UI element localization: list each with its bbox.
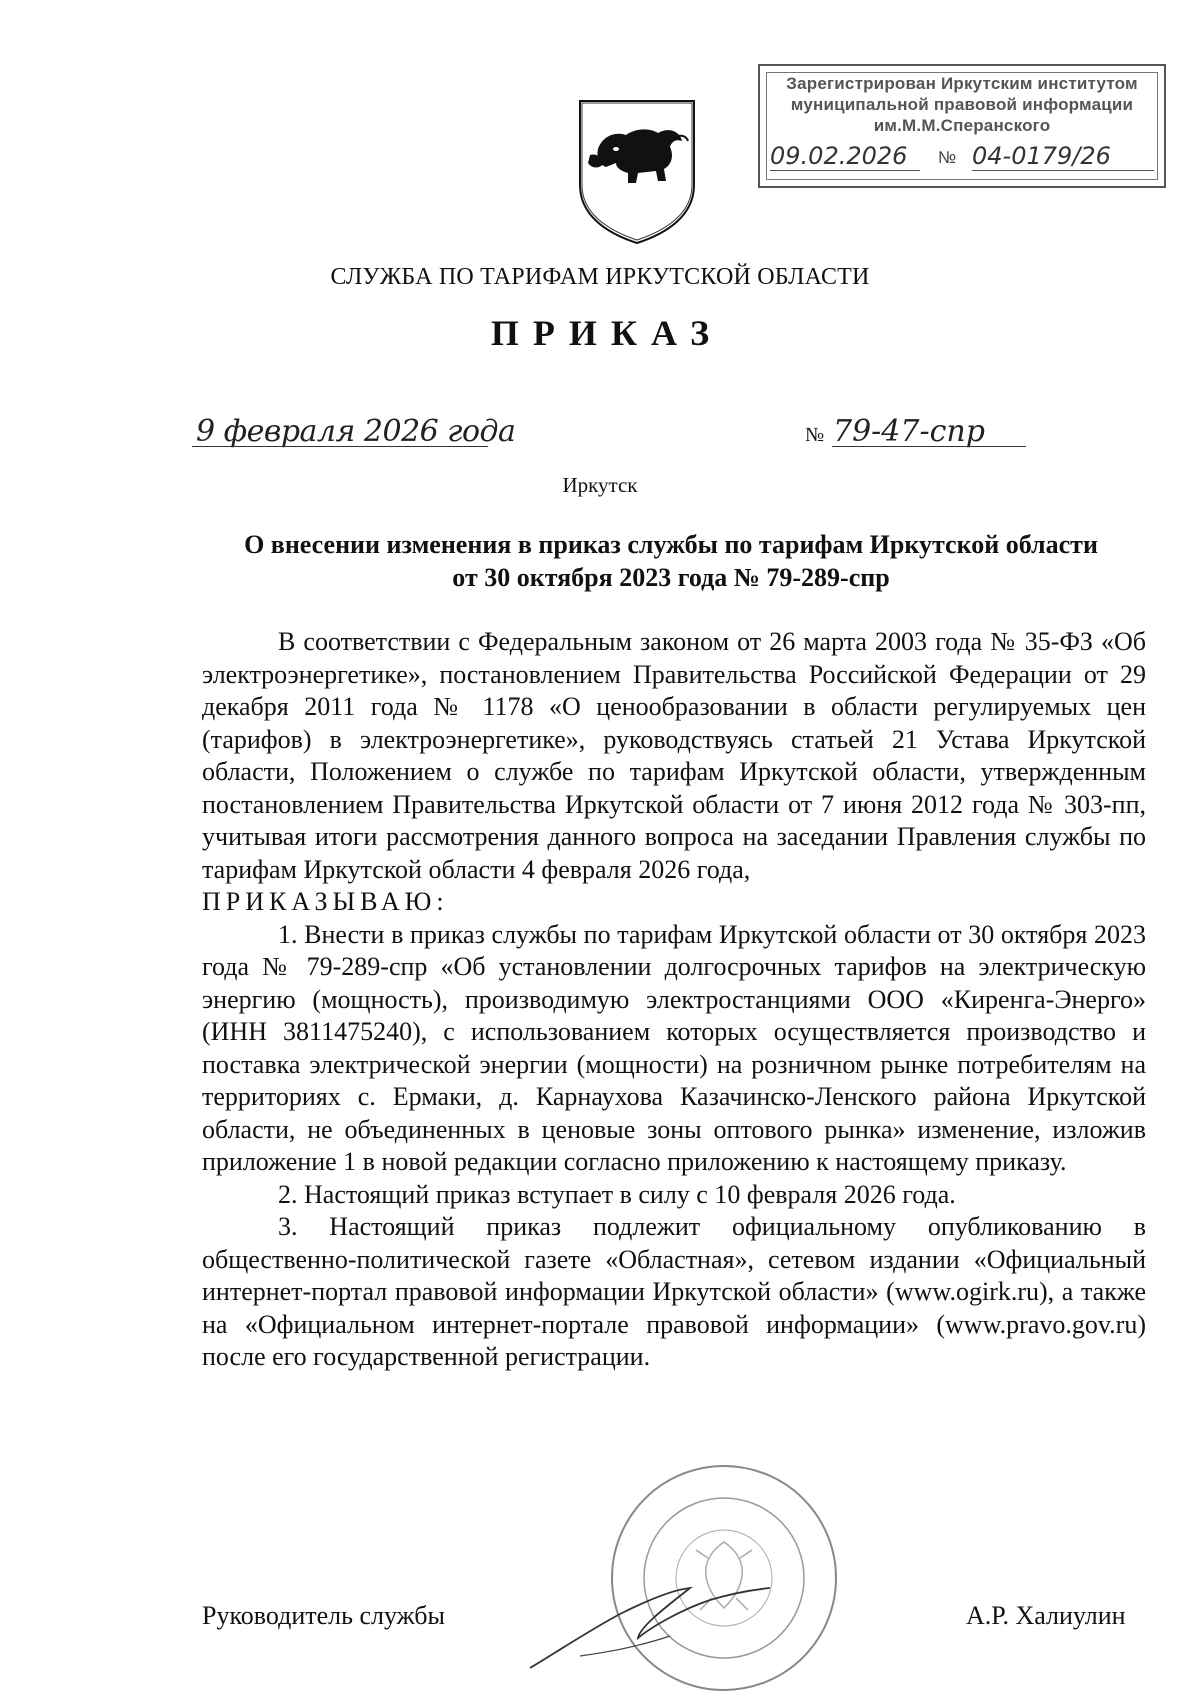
order-heading-line1: О внесении изменения в приказ службы по тарифам Иркутской области <box>244 530 1098 559</box>
order-number-underline <box>832 446 1026 447</box>
coat-of-arms-icon <box>576 97 698 245</box>
registration-number: 04-0179/26 <box>972 142 1154 171</box>
order-body <box>202 626 1146 1374</box>
registration-stamp-line3: им.М.М.Сперанского <box>873 116 1051 135</box>
order-heading <box>196 528 1146 594</box>
registration-date: 09.02.2026 <box>770 142 920 171</box>
order-date-underline <box>192 446 488 447</box>
signatory-role: Руководитель службы <box>202 1601 445 1630</box>
registration-stamp-line1: Зарегистрирован Иркутским институтом <box>786 74 1138 93</box>
order-item-3: 3. Настоящий приказ подлежит официальному опубликованию в общественно-политической газете «Областная», сетевом издании «Официальный интернет-портал правовой информации Иркутской области» (www.ogirk.ru), а также на «Официальном интернет-портале правовой информации» (www.pravo.gov.ru) после его государственной регистрации. <box>202 1212 1146 1371</box>
order-date-handwritten: 9 февраля 2026 года <box>196 414 516 449</box>
signatory-name: А.Р. Халиулин <box>966 1601 1126 1630</box>
registration-number-sign: № <box>938 148 957 167</box>
order-item-2: 2. Настоящий приказ вступает в силу с 10 февраля 2026 года. <box>278 1179 956 1209</box>
agency-name: СЛУЖБА ПО ТАРИФАМ ИРКУТСКОЙ ОБЛАСТИ <box>330 264 870 290</box>
document-type-title: ПРИКАЗ <box>490 313 724 353</box>
order-word: ПРИКАЗЫВАЮ: <box>202 887 449 916</box>
registration-stamp <box>758 64 1166 188</box>
order-number-label: № <box>805 424 825 446</box>
order-item-1: 1. Внести в приказ службы по тарифам Иркутской области от 30 октября 2023 года № 79-289-спр «Об установлении долгосрочных тарифов на электрическую энергию (мощность), производимую электростанциями ООО «Киренга-Энерго» (ИНН 3811475240), с использованием которых осуществляется производство и поставка электрической энергии (мощности) на розничном рынке потребителям на территориях с. Ермаки, д. Карнаухова Казачинско-Ленского района Иркутской области, не объединенных в ценовые зоны оптового рынка» изменение, изложив приложение 1 в новой редакции согласно приложению к настоящему приказу. <box>202 919 1146 1176</box>
city-name: Иркутск <box>562 473 638 497</box>
order-number-handwritten: 79-47-спр <box>833 414 985 449</box>
preamble-paragraph: В соответствии с Федеральным законом от 26 марта 2003 года № 35-ФЗ «Об электроэнергетике», постановлением Правительства Российской Федерации от 29 декабря 2011 года № 1178 «О ценообразовании в области регулируемых цен (тарифов) в электроэнергетике», руководствуясь статьей 21 Устава Иркутской области, Положением о службе по тарифам Иркутской области, утвержденным постановлением Правительства Иркутской области от 7 июня 2012 года № 303-пп, учитывая итоги рассмотрения данного вопроса на заседании Правления службы по тарифам Иркутской области 4 февраля 2026 года, <box>202 627 1146 884</box>
registration-stamp-line2: муниципальной правовой информации <box>790 95 1134 114</box>
handwritten-signature <box>520 1560 780 1680</box>
order-heading-line2: от 30 октября 2023 года № 79-289-спр <box>452 563 890 592</box>
